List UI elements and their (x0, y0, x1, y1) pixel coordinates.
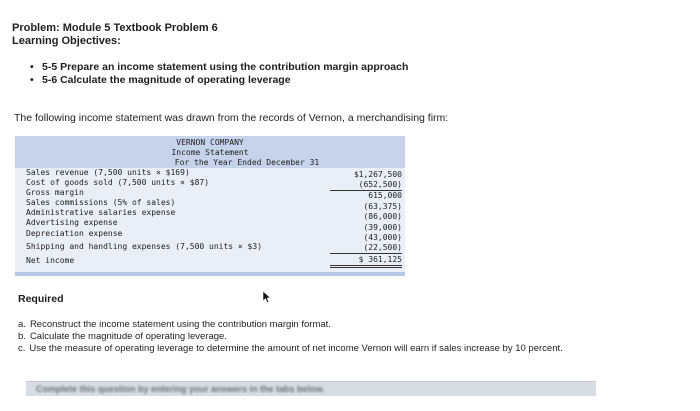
statement-period: For the Year Ended December 31 (174, 158, 320, 167)
statement-divider (15, 272, 405, 276)
objective-item: • 5-5 Prepare an income statement using the contribution margin approach (30, 61, 408, 74)
intro-text: The following income statement was drawn from the records of Vernon, a merchandising firm: (14, 112, 449, 124)
statement-row-label: Cost of goods sold (7,500 units × $87) (26, 178, 210, 187)
statement-row-label: Shipping and handling expenses (7,500 units × $3) (26, 242, 263, 251)
statement-row-label: Advertising expense (26, 218, 118, 227)
statement-row-value: (63,375) (363, 202, 402, 211)
mouse-pointer-icon (262, 291, 272, 303)
requirement-letter: b. (18, 331, 26, 342)
requirement-text: Use the measure of operating leverage to determine the amount of net income Vernon will earn if sales increase by 10 percent. (29, 343, 563, 354)
requirement-text: Calculate the magnitude of operating leverage. (29, 331, 227, 342)
statement-row-value: (43,000) (363, 233, 402, 242)
problem-title: Problem: Module 5 Textbook Problem 6 (12, 22, 218, 34)
requirement-text: Reconstruct the income statement using the contribution margin format. (29, 319, 331, 330)
statement-row-value: 615,000 (368, 191, 402, 200)
statement-row-value: (22,500) (330, 243, 402, 254)
instructions-banner (26, 381, 596, 396)
statement-row-value: (86,000) (363, 212, 402, 221)
statement-row-label: Gross margin (26, 188, 84, 197)
statement-row-label: Depreciation expense (26, 229, 123, 238)
statement-title: Income Statement (171, 148, 249, 157)
statement-company: VERNON COMPANY (176, 138, 244, 147)
statement-row-label: Administrative salaries expense (26, 208, 176, 217)
objective-item: • 5-6 Calculate the magnitude of operating leverage (30, 74, 408, 87)
requirement-item (18, 331, 227, 343)
instructions-banner-text: Complete this question by entering your answers in the tabs below. (36, 384, 325, 394)
statement-row-value: (652,500) (330, 180, 402, 191)
requirement-letter: a. (18, 319, 26, 330)
requirement-item (18, 343, 563, 355)
requirement-letter: c. (18, 343, 26, 354)
statement-row-value: $ 361,125 (330, 255, 402, 268)
learning-objectives-list (30, 61, 408, 87)
statement-row-value: (39,000) (363, 223, 402, 232)
required-heading: Required (18, 293, 64, 305)
statement-row-label: Sales commissions (5% of sales) (26, 198, 176, 207)
statement-row-label: Net income (26, 256, 75, 265)
statement-row-label: Sales revenue (7,500 units × $169) (26, 168, 190, 177)
requirement-item (18, 319, 331, 331)
statement-row-value: $1,267,500 (353, 170, 402, 179)
learning-objectives-title: Learning Objectives: (12, 35, 121, 47)
